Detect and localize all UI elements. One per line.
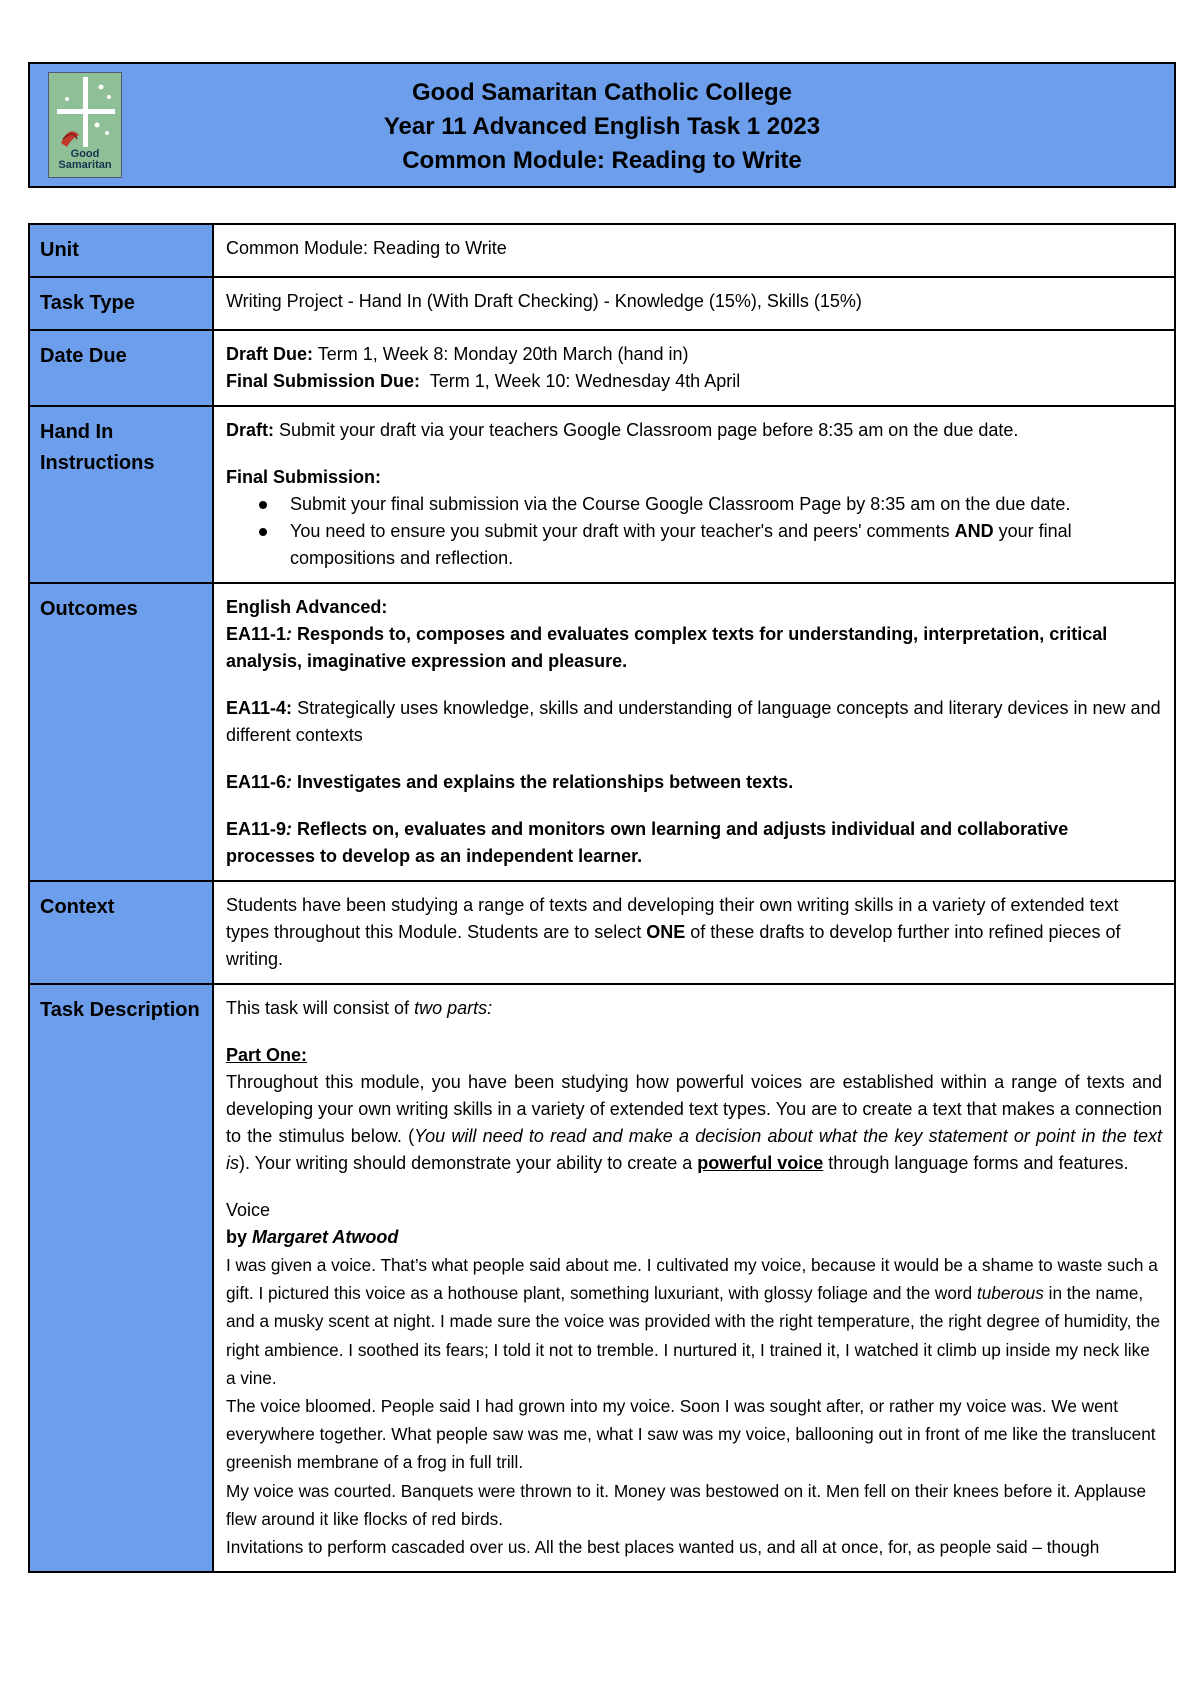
poem-paragraph: Invitations to perform cascaded over us. All the best places wanted us, and all at once, for, as people said – though xyxy=(226,1537,1100,1558)
outcomes-heading: English Advanced: xyxy=(226,597,388,617)
context-text-b: ONE xyxy=(646,922,686,942)
context-text-a: Students have been studying a range of texts and developing their own writing skills in a variety of extended text types throughout this Module. Students are to select xyxy=(226,895,1119,942)
outcome-text: Responds to, composes and evaluates complex texts for understanding, interpretation, critical analysis, imaginative expression and pleasure. xyxy=(226,624,1108,671)
body-e: through language forms and features. xyxy=(823,1153,1129,1173)
bullet2-part-b: AND xyxy=(954,521,994,541)
label-unit: Unit xyxy=(29,224,213,277)
logo-word-2: Samaritan xyxy=(58,159,112,171)
bullet2-part-a: You need to ensure you submit your draft with your teacher's and peers' comments xyxy=(290,521,955,541)
outcome-text: Reflects on, evaluates and monitors own learning and adjusts individual and collaborative processes to develop as an independent learner. xyxy=(226,819,1069,866)
poem-p1-a: I was given a voice. That’s what people said about me. I cultivated my voice, because it would be a shame to waste such a gift. I pictured this voice as a hothouse plant, something luxuriant, with glossy foliage and the word xyxy=(226,1255,1158,1304)
outcome-code: EA11-4: xyxy=(226,698,293,718)
value-hand-in xyxy=(213,406,1175,583)
outcome-code: EA11-1 xyxy=(226,624,287,644)
poem-p1-italic: tuberous xyxy=(976,1283,1044,1304)
poem-text xyxy=(226,1251,1162,1561)
poem-paragraph xyxy=(226,1251,1162,1392)
body-c: ). Your writing should demonstrate your ability to create a xyxy=(239,1153,698,1173)
value-task-description xyxy=(213,984,1175,1572)
outcome-ea11-1 xyxy=(226,621,1162,675)
task-details-table xyxy=(28,223,1176,1573)
label-hand-in: Hand In Instructions xyxy=(29,406,213,583)
bullet2-part-c: your final compositions and reflection. xyxy=(290,521,1072,568)
outcome-sep: : xyxy=(286,624,298,644)
logo-word-1: Good xyxy=(70,148,100,160)
draft-due-value: Term 1, Week 8: Monday 20th March (hand in) xyxy=(313,344,689,364)
label-date-due: Date Due xyxy=(29,330,213,406)
outcome-code: EA11-6 xyxy=(226,772,287,792)
outcome-ea11-6 xyxy=(226,769,1162,796)
row-hand-in xyxy=(29,406,1175,583)
final-due-value: Term 1, Week 10: Wednesday 4th April xyxy=(420,371,741,391)
body-d: powerful voice xyxy=(697,1153,824,1173)
poem-byline xyxy=(226,1224,1162,1251)
document-header xyxy=(28,62,1176,188)
draft-instruction xyxy=(226,417,1162,444)
task-intro-b: two parts: xyxy=(414,998,493,1018)
final-submission-heading: Final Submission: xyxy=(226,467,382,487)
list-item: Submit your final submission via the Course Google Classroom Page by 8:35 am on the due date. xyxy=(290,491,1162,518)
value-context xyxy=(213,881,1175,984)
label-outcomes: Outcomes xyxy=(29,583,213,881)
module-title: Common Module: Reading to Write xyxy=(402,147,802,174)
outcome-ea11-9 xyxy=(226,816,1162,870)
outcome-sep: : xyxy=(286,819,298,839)
final-due-label: Final Submission Due: xyxy=(226,371,421,391)
outcome-code: EA11-9 xyxy=(226,819,287,839)
final-submission-list xyxy=(226,491,1162,572)
row-task-type xyxy=(29,277,1175,330)
row-unit xyxy=(29,224,1175,277)
value-outcomes xyxy=(213,583,1175,881)
value-date-due xyxy=(213,330,1175,406)
row-context xyxy=(29,881,1175,984)
part-one-heading: Part One: xyxy=(226,1045,308,1065)
task-intro-a: This task will consist of xyxy=(226,998,415,1018)
poem-paragraph: My voice was courted. Banquets were thrown to it. Money was bestowed on it. Men fell on their knees before it. Applause flew around it like flocks of red birds. xyxy=(226,1480,1147,1529)
final-due-line xyxy=(226,368,1162,395)
label-task-description: Task Description xyxy=(29,984,213,1572)
task-title: Year 11 Advanced English Task 1 2023 xyxy=(383,113,821,140)
draft-instruction-label: Draft: xyxy=(226,420,274,440)
list-item xyxy=(290,518,1162,572)
task-intro xyxy=(226,995,1162,1022)
value-task-type: Writing Project - Hand In (With Draft Checking) - Knowledge (15%), Skills (15%) xyxy=(213,277,1175,330)
body-a: Throughout this module, you have been studying how powerful voices are established within a range of texts and developing your own writing skills in a variety of extended text types. You are to create a text that makes a connection to the stimulus below. ( xyxy=(226,1072,1162,1146)
outcome-sep: : xyxy=(286,772,298,792)
row-date-due xyxy=(29,330,1175,406)
poem-by: by xyxy=(226,1227,253,1247)
poem-author: Margaret Atwood xyxy=(252,1227,399,1247)
school-name: Good Samaritan Catholic College xyxy=(411,79,793,106)
poem-p1-rest: in the name, and a musky scent at night. I made sure the voice was provided with the right temperature, the right degree of humidity, the right ambience. I soothed its fears; I told it not to tremble. I nurtured it, I trained it, I watched it climb up inside my neck like a vine. xyxy=(226,1283,1161,1388)
header-title-block xyxy=(30,76,1174,178)
draft-due-label: Draft Due: xyxy=(226,344,314,364)
label-context: Context xyxy=(29,881,213,984)
context-text-c: of these drafts to develop further into refined pieces of writing. xyxy=(226,922,1121,969)
row-outcomes xyxy=(29,583,1175,881)
draft-due-line xyxy=(226,341,1162,368)
label-task-type: Task Type xyxy=(29,277,213,330)
outcome-ea11-4 xyxy=(226,695,1162,749)
part-one-body xyxy=(226,1069,1162,1177)
outcome-text: Investigates and explains the relationships between texts. xyxy=(297,772,794,792)
poem-title: Voice xyxy=(226,1200,271,1220)
body-b: You will need to read and make a decision about what the key statement or point in the text is xyxy=(226,1126,1162,1173)
outcome-text: Strategically uses knowledge, skills and understanding of language concepts and literary devices in new and different contexts xyxy=(226,698,1161,745)
draft-instruction-text: Submit your draft via your teachers Google Classroom page before 8:35 am on the due date. xyxy=(274,420,1019,440)
row-task-description xyxy=(29,984,1175,1572)
poem-paragraph: The voice bloomed. People said I had grown into my voice. Soon I was sought after, or rather my voice was. We went everywhere together. What people saw was me, what I saw was my voice, ballooning out in front of me like the translucent greenish membrane of a frog in full trill. xyxy=(226,1396,1156,1473)
value-unit: Common Module: Reading to Write xyxy=(213,224,1175,277)
